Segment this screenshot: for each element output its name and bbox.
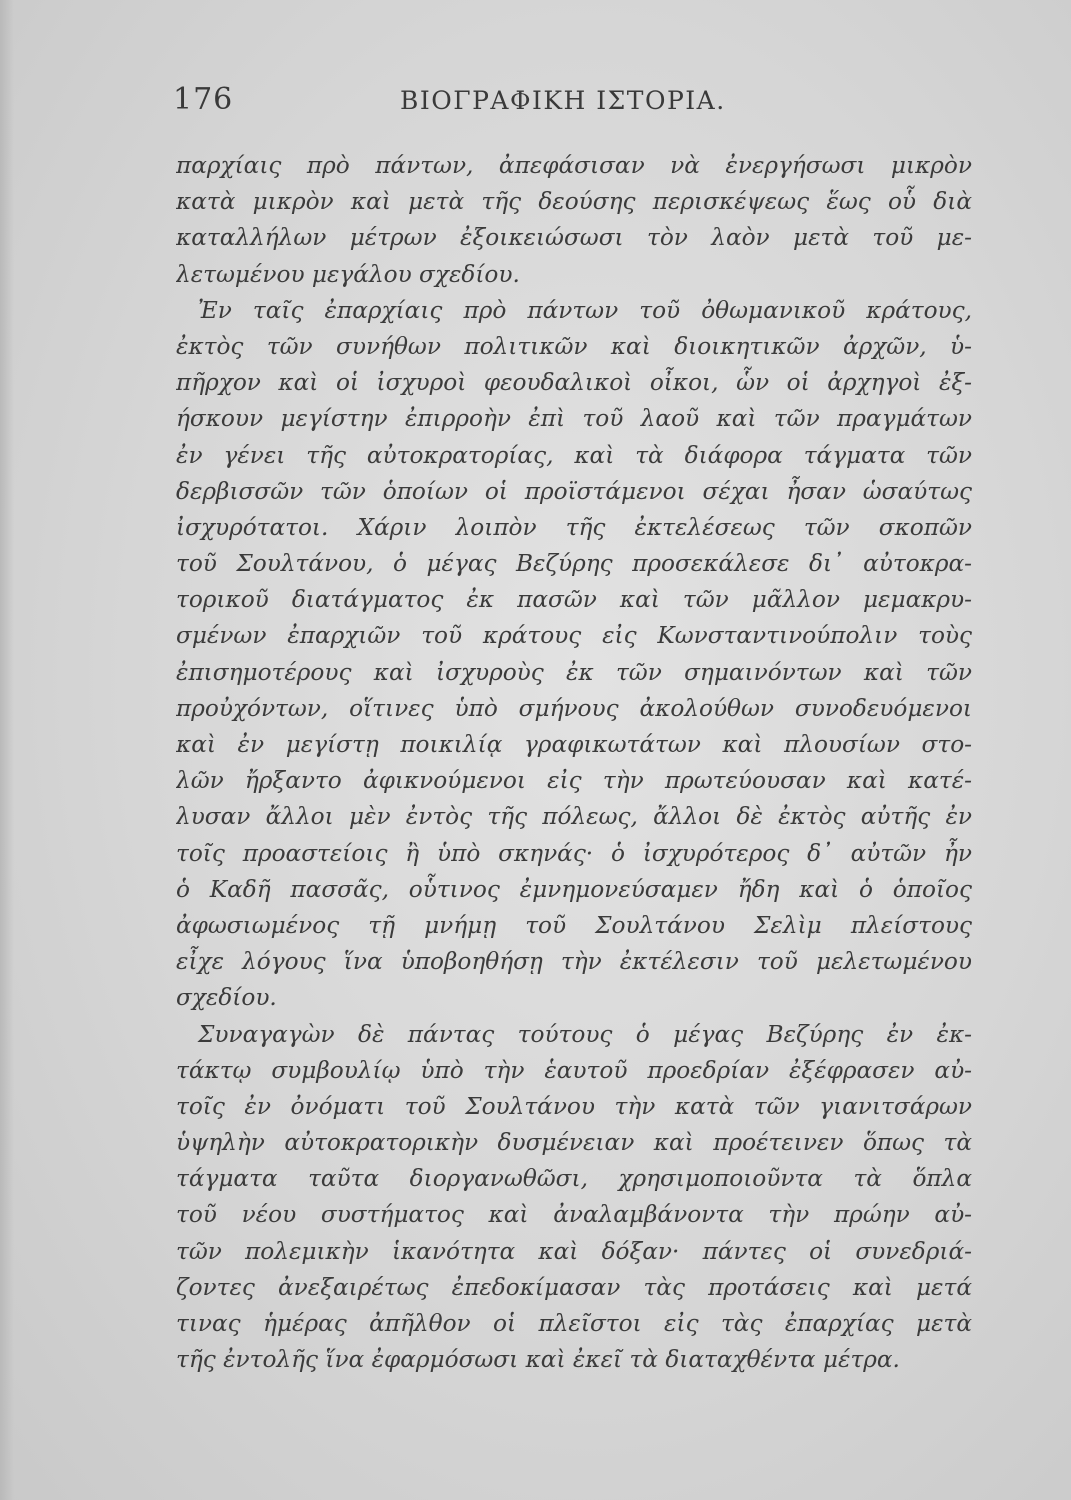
text-line: ἀφωσιωμένος τῇ μνήμῃ τοῦ Σουλτάνου Σελὶμ πλείστους: [176, 911, 972, 939]
text-line: τῶν πολεμικὴν ἱκανότητα καὶ δόξαν· πάντες οἱ συνεδριά-: [176, 1237, 972, 1265]
text-line: σχεδίου.: [176, 984, 277, 1012]
text-line: ὑψηλὴν αὐτοκρατορικὴν δυσμένειαν καὶ προέτεινεν ὅπως τὰ: [176, 1129, 972, 1157]
text-line: τῆς ἐντολῆς ἵνα ἐφαρμόσωσι καὶ ἐκεῖ τὰ διαταχθέντα μέτρα.: [176, 1346, 900, 1374]
page-number: 176: [173, 82, 234, 117]
text-line: πῆρχον καὶ οἱ ἰσχυροὶ φεουδαλικοὶ οἶκοι, ὧν οἱ ἀρχηγοὶ ἐξ-: [176, 369, 972, 397]
text-line: τοῦ Σουλτάνου, ὁ μέγας Βεζύρης προσεκάλεσε δι᾿ αὐτοκρα-: [176, 550, 972, 578]
text-line: σμένων ἐπαρχιῶν τοῦ κράτους εἰς Κωνσταντινούπολιν τοὺς: [176, 622, 972, 650]
text-line: ἐπισημοτέρους καὶ ἰσχυροὺς ἐκ τῶν σημαινόντων καὶ τῶν: [176, 658, 972, 686]
text-line: ήσκουν μεγίστην ἐπιρροὴν ἐπὶ τοῦ λαοῦ καὶ τῶν πραγμάτων: [176, 405, 972, 433]
text-line: τάγματα ταῦτα διοργανωθῶσι, χρησιμοποιοῦντα τὰ ὅπλα: [176, 1165, 972, 1193]
text-line: δερβισσῶν τῶν ὁποίων οἱ προϊστάμενοι σέχαι ἦσαν ὡσαύτως: [176, 477, 972, 505]
text-line: Συναγαγὼν δὲ πάντας τούτους ὁ μέγας Βεζύρης ἐν ἐκ-: [198, 1020, 972, 1048]
text-line: ἐκτὸς τῶν συνήθων πολιτικῶν καὶ διοικητικῶν ἀρχῶν, ὑ-: [176, 332, 972, 360]
text-line: Ἐν ταῖς ἐπαρχίαις πρὸ πάντων τοῦ ὀθωμανικοῦ κράτους,: [198, 296, 972, 324]
text-line: τάκτῳ συμβουλίῳ ὑπὸ τὴν ἑαυτοῦ προεδρίαν ἐξέφρασεν αὐ-: [176, 1056, 972, 1084]
page-edge-shadow: [0, 0, 14, 1500]
text-line: ζοντες ἀνεξαιρέτως ἐπεδοκίμασαν τὰς προτάσεις καὶ μετά: [176, 1273, 972, 1301]
text-line: παρχίαις πρὸ πάντων, ἀπεφάσισαν νὰ ἐνεργήσωσι μικρὸν: [176, 152, 972, 179]
text-line: εἶχε λόγους ἵνα ὑποβοηθήσῃ τὴν ἐκτέλεσιν τοῦ μελετωμένου: [176, 948, 972, 976]
text-line: λῶν ἤρξαντο ἀφικνούμενοι εἰς τὴν πρωτεύουσαν καὶ κατέ-: [176, 767, 972, 795]
text-line: τοῦ νέου συστήματος καὶ ἀναλαμβάνοντα τὴν πρώην αὐ-: [176, 1201, 972, 1229]
text-line: καταλλήλων μέτρων ἐξοικειώσωσι τὸν λαὸν μετὰ τοῦ με-: [176, 224, 972, 252]
text-line: καὶ ἐν μεγίστῃ ποικιλίᾳ γραφικωτάτων καὶ πλουσίων στο-: [176, 731, 972, 758]
text-line: τοῖς προαστείοις ἢ ὑπὸ σκηνάς· ὁ ἰσχυρότερος δ᾿ αὐτῶν ἦν: [176, 839, 972, 867]
text-line: τοῖς ἐν ὀνόματι τοῦ Σουλτάνου τὴν κατὰ τῶν γιανιτσάρων: [176, 1092, 972, 1120]
text-line: τορικοῦ διατάγματος ἐκ πασῶν καὶ τῶν μᾶλλον μεμακρυ-: [176, 586, 972, 614]
text-line: προὐχόντων, οἵτινες ὑπὸ σμήνους ἀκολούθων συνοδευόμενοι: [176, 694, 972, 722]
text-line: ἰσχυρότατοι. Χάριν λοιπὸν τῆς ἐκτελέσεως τῶν σκοπῶν: [176, 513, 972, 541]
text-line: λυσαν ἄλλοι μὲν ἐντὸς τῆς πόλεως, ἄλλοι δὲ ἐκτὸς αὐτῆς ἐν: [176, 803, 972, 831]
text-line: τινας ἡμέρας ἀπῆλθον οἱ πλεῖστοι εἰς τὰς ἐπαρχίας μετὰ: [176, 1310, 972, 1337]
page-header: [173, 82, 973, 122]
text-line: κατὰ μικρὸν καὶ μετὰ τῆς δεούσης περισκέψεως ἕως οὗ διὰ: [176, 188, 972, 216]
running-title: ΒΙΟΓΡΑΦΙΚΗ ΙΣΤΟΡΙΑ.: [400, 86, 726, 115]
text-line: λετωμένου μεγάλου σχεδίου.: [176, 260, 520, 288]
text-line: ὁ Καδῆ πασσᾶς, οὗτινος ἐμνημονεύσαμεν ἤδη καὶ ὁ ὁποῖος: [176, 875, 972, 903]
body-text: [176, 148, 972, 1378]
text-line: ἐν γένει τῆς αὐτοκρατορίας, καὶ τὰ διάφορα τάγματα τῶν: [176, 441, 972, 469]
